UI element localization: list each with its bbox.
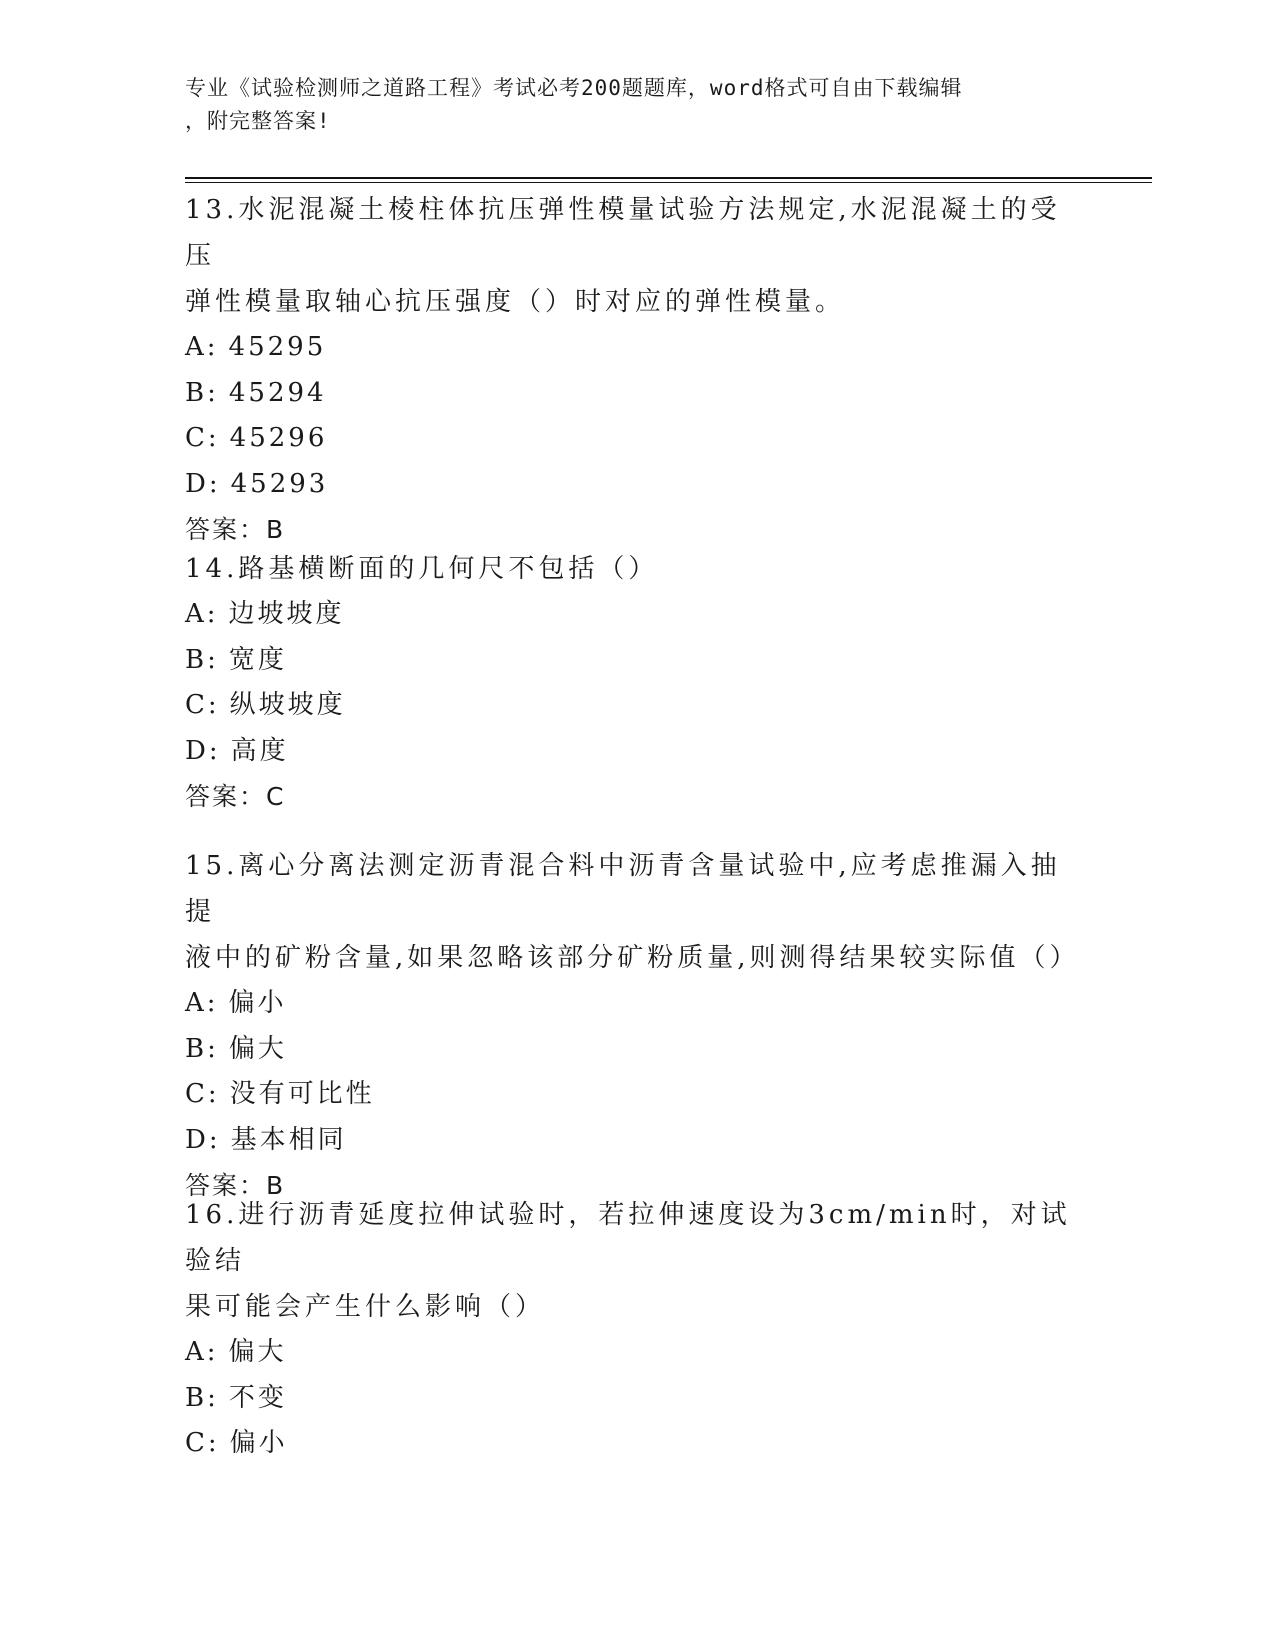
option-text: 45293 — [230, 468, 329, 499]
question-stem-line-1: 15.离心分离法测定沥青混合料中沥青含量试验中,应考虑推漏入抽提 — [185, 851, 1061, 927]
option-text: 边坡坡度 — [228, 599, 345, 629]
question-15 — [185, 843, 1085, 1208]
header-line-1: 专业《试验检测师之道路工程》考试必考200题题库，word格式可自由下载编辑 — [185, 76, 963, 100]
option-letter: B: — [185, 644, 219, 675]
option-letter: B: — [185, 1033, 219, 1064]
option-letter: C: — [185, 690, 220, 720]
option-a — [185, 1330, 1085, 1376]
option-text: 偏小 — [229, 1428, 288, 1458]
option-c — [185, 416, 1085, 462]
question-stem-line-2: 弹性模量取轴心抗压强度（）时对应的弹性模量。 — [185, 287, 846, 317]
option-d — [185, 729, 1085, 775]
option-d — [185, 462, 1085, 508]
option-letter: D: — [185, 468, 221, 499]
option-b — [185, 1027, 1085, 1073]
option-text: 45294 — [228, 377, 327, 408]
question-stem-line-1: 16.进行沥青延度拉伸试验时，若拉伸速度设为3cm/min时，对试验结 — [185, 1200, 1071, 1276]
option-letter: A: — [185, 988, 219, 1018]
option-text: 偏小 — [228, 988, 287, 1018]
question-stem — [185, 843, 1085, 981]
question-stem-line-1: 13.水泥混凝土棱柱体抗压弹性模量试验方法规定,水泥混凝土的受压 — [185, 195, 1061, 271]
option-c — [185, 1072, 1085, 1118]
option-text: 宽度 — [228, 644, 287, 675]
answer-line: 答案：C — [185, 782, 286, 811]
question-stem-line-2: 液中的矿粉含量,如果忽略该部分矿粉质量,则测得结果较实际值（） — [185, 943, 1080, 973]
header-divider-thin — [185, 182, 1152, 183]
option-letter: B: — [185, 377, 219, 408]
question-16 — [185, 1192, 1085, 1467]
option-letter: C: — [185, 423, 220, 453]
answer-line: 答案：B — [185, 1171, 286, 1200]
question-stem-line-1: 14.路基横断面的几何尺不包括（） — [185, 554, 659, 584]
option-letter: A: — [185, 332, 219, 362]
answer-line: 答案：B — [185, 515, 286, 544]
option-text: 没有可比性 — [229, 1079, 375, 1109]
option-letter: D: — [185, 735, 221, 766]
option-b — [185, 638, 1085, 684]
option-text: 基本相同 — [230, 1124, 347, 1155]
option-text: 纵坡坡度 — [229, 690, 346, 720]
option-text: 不变 — [228, 1382, 287, 1413]
option-d — [185, 1118, 1085, 1164]
option-text: 45296 — [229, 423, 328, 453]
option-b — [185, 371, 1085, 417]
option-letter: A: — [185, 599, 219, 629]
question-13 — [185, 187, 1085, 552]
option-a — [185, 592, 1085, 638]
option-text: 偏大 — [228, 1033, 287, 1064]
option-letter: C: — [185, 1428, 220, 1458]
option-letter: D: — [185, 1124, 221, 1155]
option-letter: A: — [185, 1337, 219, 1367]
option-a — [185, 981, 1085, 1027]
question-stem — [185, 546, 1085, 592]
option-text: 高度 — [230, 735, 289, 766]
question-stem — [185, 1192, 1085, 1330]
option-c — [185, 1421, 1085, 1467]
header-divider-thick — [185, 177, 1152, 179]
question-stem-line-2: 果可能会产生什么影响（） — [185, 1292, 546, 1322]
question-14 — [185, 546, 1085, 819]
header-line-2: ，附完整答案! — [185, 109, 331, 133]
document-header — [185, 72, 1065, 138]
option-b — [185, 1376, 1085, 1422]
question-stem — [185, 187, 1085, 325]
option-a — [185, 325, 1085, 371]
option-c — [185, 683, 1085, 729]
option-text: 45295 — [228, 332, 327, 362]
option-letter: C: — [185, 1079, 220, 1109]
option-text: 偏大 — [228, 1337, 287, 1367]
option-letter: B: — [185, 1382, 219, 1413]
